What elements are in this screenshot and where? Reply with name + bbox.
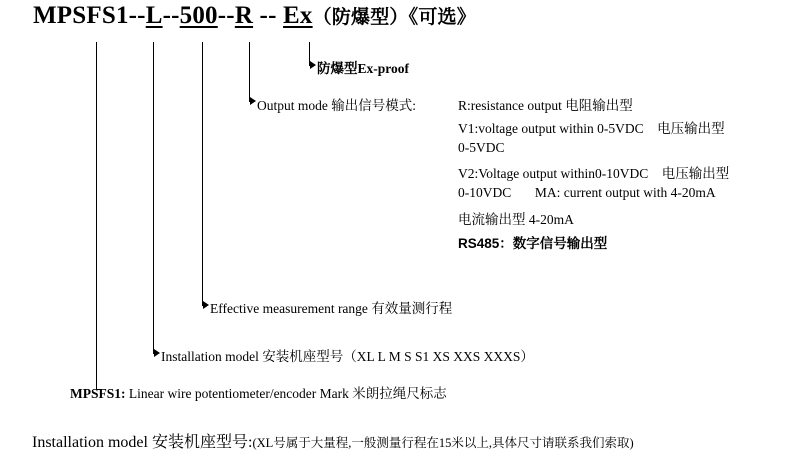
installation-note-label: Installation model 安装机座型号: bbox=[32, 434, 253, 451]
code-sep-3: -- bbox=[217, 2, 235, 29]
leader-line-install bbox=[153, 42, 154, 354]
leader-arrow-install bbox=[154, 349, 160, 357]
series-description-text: Linear wire potentiometer/encoder Mark 米朗拉绳尺标志 bbox=[125, 386, 447, 401]
output-mode-line-1: R:resistance output 电阻输出型 bbox=[458, 98, 633, 113]
code-output: R bbox=[234, 2, 254, 29]
installation-label: Installation model 安装机座型号（XL L M S S1 XS XXS XXXS） bbox=[161, 349, 534, 364]
code-optional-note: （防爆型）《可选》 bbox=[312, 7, 476, 28]
output-mode-rs485: RS485：数字信号输出型 bbox=[458, 236, 608, 251]
ex-proof-label: 防爆型Ex-proof bbox=[317, 61, 410, 76]
leader-line-range bbox=[202, 42, 203, 306]
leader-arrow-output bbox=[250, 97, 256, 105]
leader-line-series bbox=[96, 42, 97, 390]
code-sep-4: -- bbox=[253, 2, 284, 29]
code-range: 500 bbox=[179, 2, 218, 29]
output-mode-line-4: V2:Voltage output within0-10VDC 电压输出型 bbox=[458, 166, 730, 181]
output-mode-line-3: 0-5VDC bbox=[458, 140, 505, 155]
code-sep-2: -- bbox=[162, 2, 180, 29]
installation-note bbox=[32, 429, 634, 452]
output-mode-line-6: 电流输出型 4-20mA bbox=[458, 212, 574, 227]
leader-arrow-ex bbox=[310, 61, 316, 69]
output-mode-line-5: 0-10VDC MA: current output with 4-20mA bbox=[458, 185, 716, 200]
series-description bbox=[70, 382, 447, 402]
code-ex: Ex bbox=[283, 2, 313, 29]
installation-note-detail: (XL号属于大量程,一般测量行程在15米以上,具体尺寸请联系我们索取) bbox=[252, 436, 634, 450]
code-install-model: L bbox=[145, 2, 163, 29]
code-sep-1: -- bbox=[128, 2, 146, 29]
output-mode-label: Output mode 输出信号模式: bbox=[257, 98, 416, 113]
leader-line-output bbox=[249, 42, 250, 102]
series-description-label: MPSFS1: bbox=[70, 386, 126, 401]
code-series: MPSFS1 bbox=[33, 2, 129, 29]
range-label: Effective measurement range 有效量测行程 bbox=[210, 301, 453, 316]
output-mode-line-2: V1:voltage output within 0-5VDC 电压输出型 bbox=[458, 121, 725, 136]
model-code bbox=[33, 2, 476, 30]
leader-arrow-range bbox=[203, 301, 209, 309]
